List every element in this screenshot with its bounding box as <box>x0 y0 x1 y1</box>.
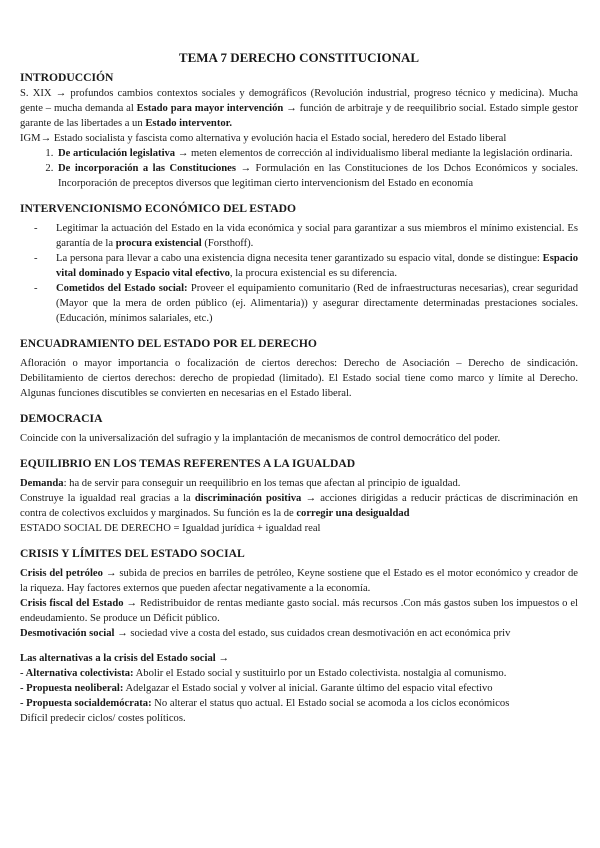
intro-igm-paragraph: IGM→ Estado socialista y fascista como alternativa y evolución hacia el Estado social, heredero del Estado liberal <box>20 133 507 144</box>
list-item: 2. De incorporación a las Constituciones → Formulación en las Constituciones de los Dchos Económicos y sociales. Incorporación de preceptos diversos que legitiman cierto intervencionism del Estado en economía <box>56 161 578 191</box>
equality-paragraph: Construye la igualdad real gracias a la discriminación positiva → acciones dirigidas a reducir prácticas de discriminación en contra de colectivos excluidos y marginados. Su función es la de corregir una desigualdad <box>20 493 578 519</box>
crisis-heading: CRISIS Y LÍMITES DEL ESTADO SOCIAL <box>20 547 245 560</box>
equality-demand: Demanda: ha de servir para conseguir un reequilibrio en los temas que afectan al principio de igualdad. <box>20 478 461 489</box>
democracy-heading: DEMOCRACIA <box>20 412 103 425</box>
framing-paragraph: Afloración o mayor importancia o focalización de ciertos derechos: Derecho de Asociación – Derecho de sindicación. Debilitamiento de ciertos derechos: derecho de propiedad (limitado). El Estado social tiene como marco y límite al Derecho. Algunas funciones discutibles se convierten en necesarias en el Estado liberal. <box>20 358 578 399</box>
document-page <box>20 50 578 726</box>
framing-heading: ENCUADRAMIENTO DEL ESTADO POR EL DERECHO <box>20 337 317 350</box>
intro-list <box>20 146 578 191</box>
crisis-fiscal: Crisis fiscal del Estado → Redistribuidor de rentas mediante gasto social. más recursos .Con más gastos suben los impuestos o el endeudamiento. Se produce un Déficit público. <box>20 598 578 624</box>
list-item: - Cometidos del Estado social: Proveer el equipamiento comunitario (Red de infraestructuras necesarias), crear seguridad (Mayor que la mera de orden público (ej. Alimentaria)) y asegurar directamente determinadas prestaciones sociales. (Educación, mínimos salariales, etc.) <box>56 281 578 326</box>
intro-heading: INTRODUCCIÓN <box>20 71 114 84</box>
alternatives-heading: Las alternativas a la crisis del Estado social → <box>20 653 229 664</box>
equality-heading: EQUILIBRIO EN LOS TEMAS REFERENTES A LA IGUALDAD <box>20 457 356 470</box>
interventionism-list <box>20 221 578 326</box>
list-item: - La persona para llevar a cabo una existencia digna necesita tener garantizado su espacio vital, donde se distingue: Espacio vital dominado y Espacio vital efectivo, la procura existencial es su diferencia. <box>56 251 578 281</box>
document-title: TEMA 7 DERECHO CONSTITUCIONAL <box>178 50 420 65</box>
intro-paragraph: S. XIX → profundos cambios contextos sociales y demográficos (Revolución industrial, progreso técnico y medicina). Mucha gente – mucha demanda al Estado para mayor intervención → función de arbitraje y de reequilibrio social. Estado simple gestor garante de las libertades a un Estado interventor. <box>20 88 578 129</box>
equality-formula: ESTADO SOCIAL DE DERECHO = Igualdad jurídica + igualdad real <box>20 523 321 534</box>
list-item: - Legitimar la actuación del Estado en la vida económica y social para garantizar a sus miembros el mínimo existencial. Es garantía de la procura existencial (Forsthoff). <box>56 221 578 251</box>
crisis-oil: Crisis del petróleo → subida de precios en barriles de petróleo, Keyne sostiene que el Estado es el motor económico y creador de la riqueza. Hay factores externos que pueden afectar negativamente a la economía. <box>20 568 578 594</box>
list-item: 1. De articulación legislativa → meten elementos de corrección al individualismo liberal mediante la legislación ordinaria. <box>56 146 578 161</box>
alternative-neoliberal: - Propuesta neoliberal: Adelgazar el Estado social y volver al inicial. Garante último del espacio vital efectivo <box>20 683 493 694</box>
democracy-paragraph: Coincide con la universalización del sufragio y la implantación de mecanismos de control democrático del poder. <box>20 433 501 444</box>
alternative-collectivist: - Alternativa colectivista: Abolir el Estado social y sustituirlo por un Estado colectivista. nostalgia al comunismo. <box>20 668 507 679</box>
alternative-socialdemocrat: - Propuesta socialdemócrata: No alterar el status quo actual. El Estado social se acomoda a los ciclos económicos <box>20 698 510 709</box>
interventionism-heading: INTERVENCIONISMO ECONÓMICO DEL ESTADO <box>20 202 297 215</box>
alternatives-note: Difícil predecir ciclos/ costes políticos. <box>20 713 186 724</box>
crisis-demotivation: Desmotivación social → sociedad vive a costa del estado, sus cuidados crean desmotivación en act económica priv <box>20 628 511 639</box>
